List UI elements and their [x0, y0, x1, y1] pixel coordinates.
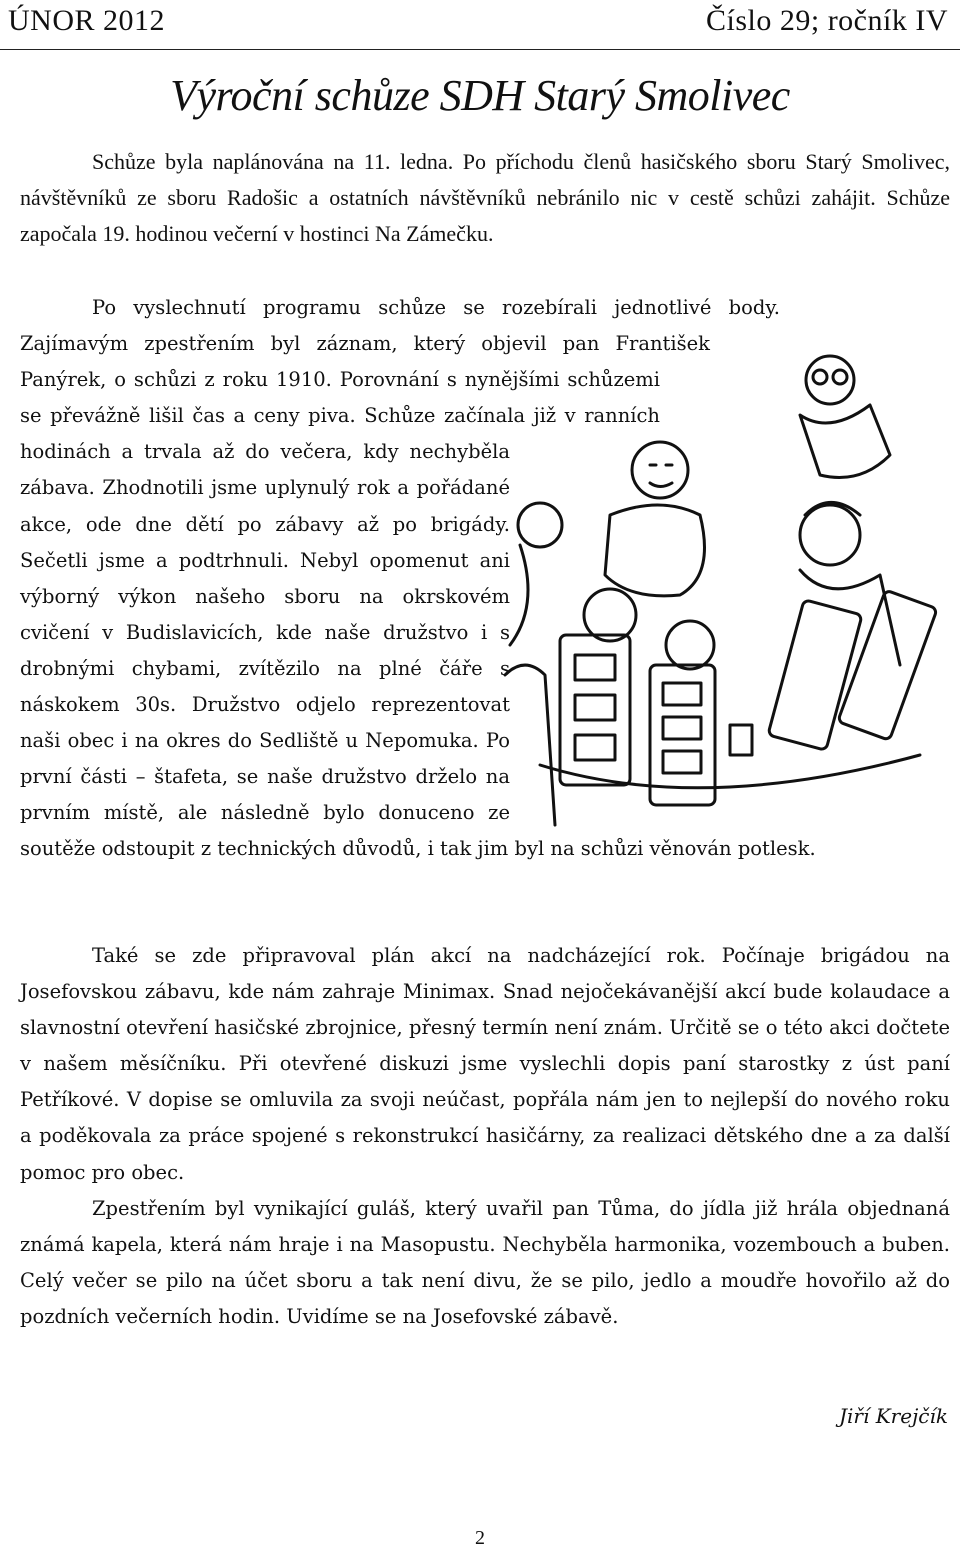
- wrap-spacer: [780, 290, 950, 352]
- issue-number: Číslo 29; ročník IV: [706, 4, 948, 37]
- firefighters-meeting-illustration: [500, 345, 945, 835]
- page-header: [0, 0, 960, 46]
- article-paragraph-1-block: [20, 144, 950, 252]
- article-paragraph-3: Také se zde připravoval plán akcí na nadcházející rok. Počínaje brigádou na Josefovskou zábavu, kde nám zahraje Minimax. Snad nejočekávanější akcí bude kolaudace a slavnostní otevření hasičské zbrojnice, přesný termín není znám. Určitě se o této akci dočtete v našem měsíčníku. Při otevřené diskuzi jsme vyslechli dopis paní starostky z úst paní Petříkové. V dopise se omluvila za svoji neúčast, popřála nám jen to nejlepší do nového roku a poděkovala za práce spojené s rekonstrukcí hasičárny, za realizaci dětského dne a za další pomoc pro obec.: [20, 944, 950, 1184]
- header-divider: [0, 49, 960, 50]
- author-signature: Jiří Krejčík: [839, 1404, 948, 1428]
- article-paragraph-1: Schůze byla naplánována na 11. ledna. Po příchodu členů hasičského sboru Starý Smolivec, návštěvníků ze sboru Radošic a ostatních návštěvníků nebránilo nic v cestě schůzi zahájit. Schůze započala 19. hodinou večerní v hostinci Na Zámečku.: [20, 149, 950, 247]
- article-paragraph-4: Zpestřením byl vynikající guláš, který uvařil pan Tůma, do jídla již hrála objednaná známá kapela, která nám hraje i na Masopustu. Nechyběla harmonika, vozembouch a buben. Celý večer se pilo na účet sboru a tak není divu, že se pilo, jedlo a moudře hovořilo až do pozdních večerních hodin. Uvidíme se na Josefovské zábavě.: [20, 1196, 950, 1328]
- article-paragraphs-3-4-block: [20, 830, 950, 1335]
- article-title: Výroční schůze SDH Starý Smolivec: [170, 71, 790, 120]
- page-number: 2: [475, 1527, 485, 1549]
- article-paragraph-2: Po vyslechnutí programu schůze se rozebírali jednotlivé body. Zajímavým zpestřením byl záznam, který objevil pan František Panýrek, o schůzi z roku 1910. Porovnání s nynějšími schůzemi se převážně lišil čas a ceny piva. Schůze začínala již v ranních hodinách a trvala až do večera, kdy nechyběla zábava. Zhodnotili jsme uplynulý rok a pořádané akce, ode dne dětí po zábavy až po brigády. Sečetli jsme a podtrhnuli. Nebyl opomenut ani výborný výkon našeho sboru na okrskovém cvičení v Budislavicích, kde naše družstvo i s drobnými chybami, zvítězilo na plné čáře s náskokem 30s. Družstvo odjelo reprezentovat naši obec i na okres do Sedliště u Nepomuka. Po první části – štafeta, se naše družstvo drželo na prvním místě, ale následně bylo donuceno ze soutěže odstoupit z technických důvodů, i tak jim byl na schůzi věnován potlesk.: [20, 296, 816, 861]
- issue-month: ÚNOR 2012: [8, 4, 166, 37]
